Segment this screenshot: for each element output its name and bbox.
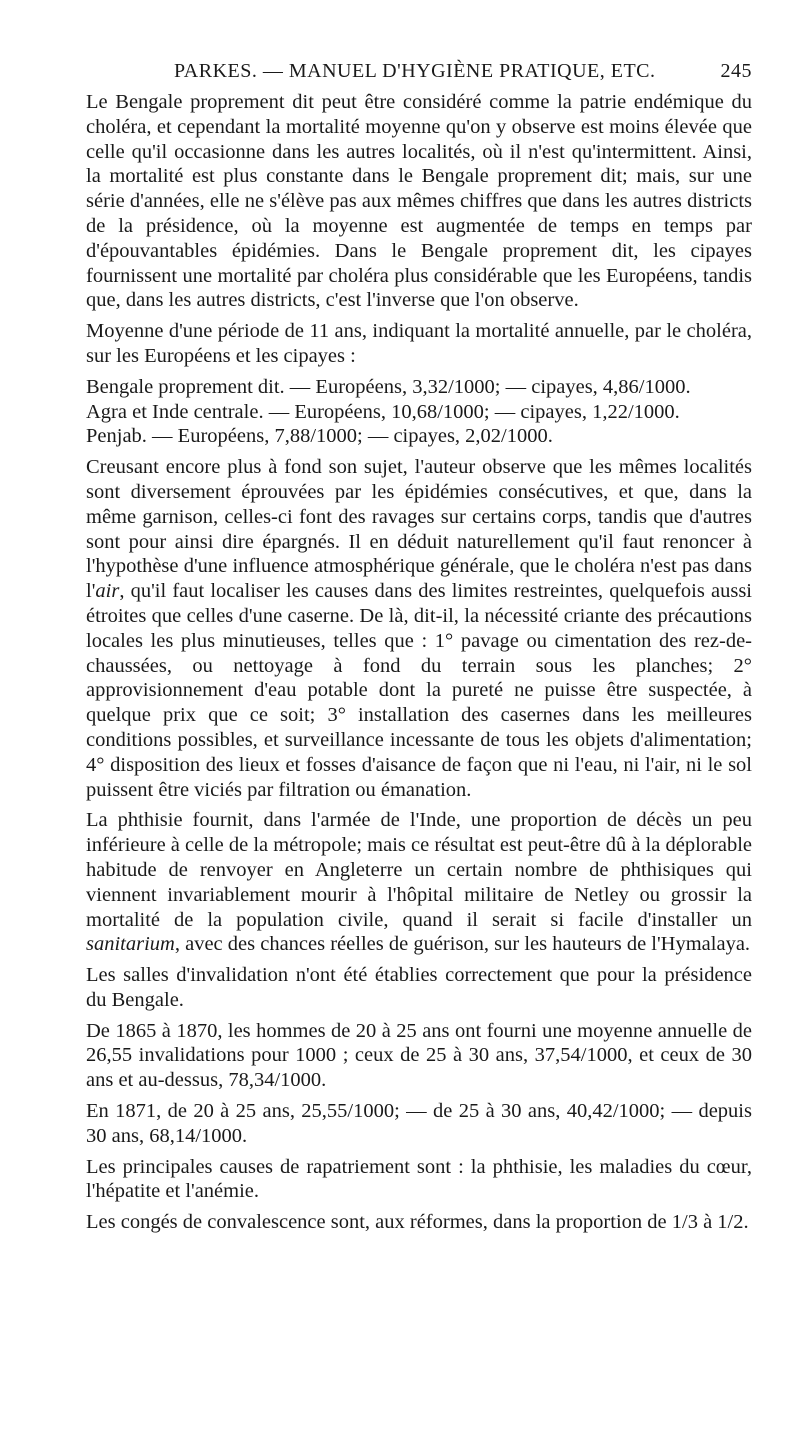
paragraph-conges: Les congés de convalescence sont, aux réformes, dans la proportion de 1/3 à 1/2. <box>86 1211 749 1234</box>
word-air: air <box>95 580 120 603</box>
paragraph-bengale: Le Bengale proprement dit peut être considéré comme la patrie endémique du choléra, et cependant la mortalité moyenne qu'on y observe est moins élevée que celle qu'il occasionne dans les autres localités, où il n'est qu'intermittent. Ainsi, la mortalité est plus constante dans le Bengale proprement dit; mais, sur une série d'années, elle ne s'élève pas aux mêmes chiffres que dans les autres districts de la présidence, où la moyenne est augmentée de temps en temps par d'épouvantables épidémies. Dans le Bengale proprement dit, les cipayes fournissent une mortalité par choléra plus considérable que les Européens, tandis que, dans les autres districts, c'est l'inverse que l'on observe. <box>86 91 752 312</box>
paragraph-phthisie <box>86 808 752 957</box>
paragraph-1865-1870: De 1865 à 1870, les hommes de 20 à 25 ans ont fourni une moyenne annuelle de 26,55 invalidations pour 1000 ; ceux de 25 à 30 ans, 37,54/1000, et ceux de 30 ans et au-dessus, 78,34/1000. <box>86 1019 752 1092</box>
mortality-list <box>86 375 752 449</box>
paragraph-phthisie-part-2: , avec des chances réelles de guérison, sur les hauteurs de l'Hymalaya. <box>174 933 751 956</box>
paragraph-creusant <box>86 455 752 802</box>
word-sanitarium: sanitarium <box>86 933 175 956</box>
paragraph-creusant-part-1: Creusant encore plus à fond son sujet, l'auteur observe que les mêmes localités sont diversement éprouvées par les épidémies consécutives, et que, dans la même garnison, celles-ci font des ravages sur certains corps, tandis que d'autres sont pour ainsi dire épargnés. Il en déduit naturellement qu'il faut renoncer à l'hypothèse d'une influence atmosphérique générale, que le choléra n'est pas dans l' <box>86 456 752 603</box>
list-item-penjab: Penjab. — Européens, 7,88/1000; — cipayes, 2,02/1000. <box>86 425 553 448</box>
paragraph-rapatriement: Les principales causes de rapatriement sont : la phthisie, les maladies du cœur, l'hépatite et l'anémie. <box>86 1155 752 1203</box>
paragraph-moyenne: Moyenne d'une période de 11 ans, indiquant la mortalité annuelle, par le choléra, sur les Européens et les cipayes : <box>86 320 752 367</box>
running-head <box>86 60 752 90</box>
list-item-agra: Agra et Inde centrale. — Européens, 10,68/1000; — cipayes, 1,22/1000. <box>86 400 680 423</box>
paragraph-invalidation: Les salles d'invalidation n'ont été établies correctement que pour la présidence du Bengale. <box>86 964 752 1011</box>
paragraph-creusant-part-2: , qu'il faut localiser les causes dans des limites restreintes, quelquefois aussi étroites que celles d'une caserne. De là, dit-il, la nécessité criante des précautions locales les plus minutieuses, telles que : 1° pavage ou cimentation des rez-de-chaussées, ou nettoyage à fond du terrain sous les planches; 2° approvisionnement d'eau potable dont la pureté ne puisse être suspectée, à quelque prix que ce soit; 3° installation des casernes dans les meilleures conditions possibles, et surveillance incessante de tous les objets d'alimentation; 4° disposition des lieux et fosses d'aisance de façon que ni l'eau, ni l'air, ni le sol puissent être viciés par filtration ou émanation. <box>86 580 752 801</box>
page-number: 245 <box>720 60 752 82</box>
paragraph-1871: En 1871, de 20 à 25 ans, 25,55/1000; — de 25 à 30 ans, 40,42/1000; — depuis 30 ans, 68,14/1000. <box>86 1100 752 1147</box>
paragraph-phthisie-part-1: La phthisie fournit, dans l'armée de l'Inde, une proportion de décès un peu inférieure à celle de la métropole; mais ce résultat est peut-être dû à la déplorable habitude de renvoyer en Angleterre un certain nombre de phthisiques qui viennent invariablement mourir à l'hôpital militaire de Netley ou grossir la mortalité de la population civile, quand il serait si facile d'installer un <box>86 809 752 931</box>
list-item-bengale: Bengale proprement dit. — Européens, 3,32/1000; — cipayes, 4,86/1000. <box>86 375 691 398</box>
page <box>86 60 752 1241</box>
running-title: PARKES. — MANUEL D'HYGIÈNE PRATIQUE, ETC. <box>174 60 656 82</box>
